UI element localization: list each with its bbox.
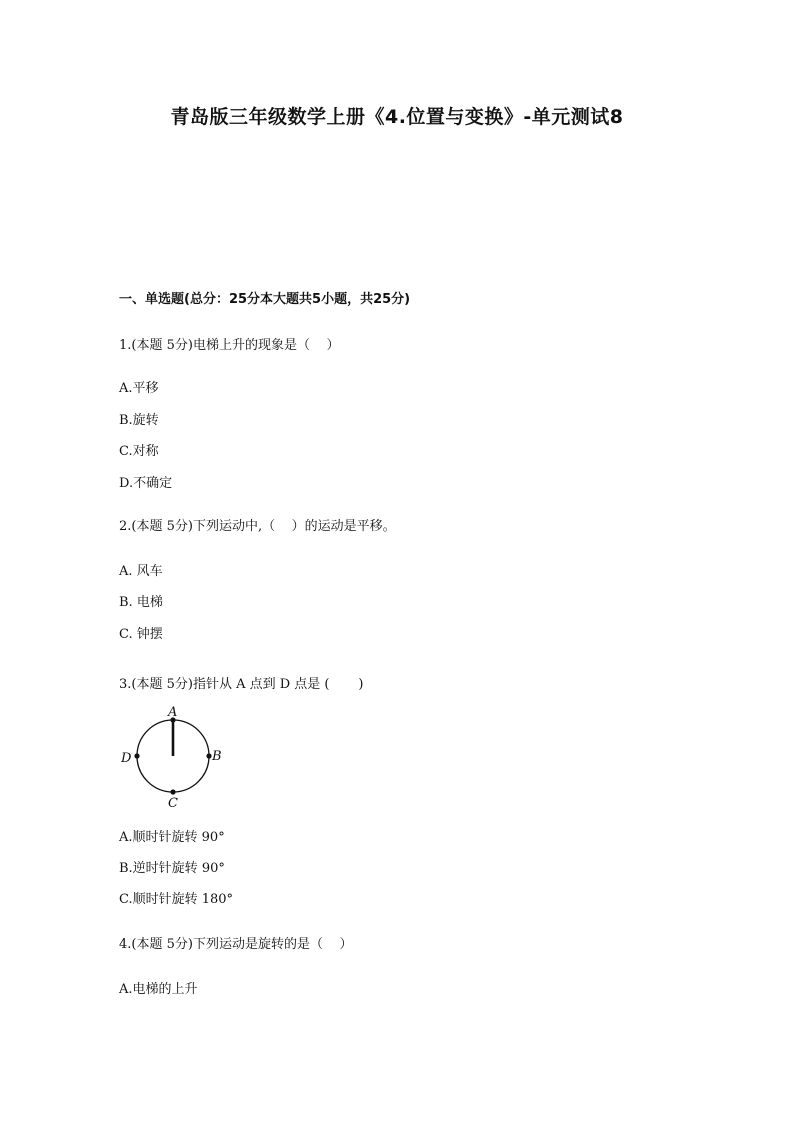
- question-3-option-b: B.逆时针旋转 90°: [119, 861, 225, 876]
- point-d-label: D: [121, 751, 132, 766]
- question-2-stem: 2.(本题 5分)下列运动中,（ ）的运动是平移。: [119, 519, 396, 534]
- question-4-stem: 4.(本题 5分)下列运动是旋转的是（ ）: [119, 937, 353, 952]
- point-c-label: C: [168, 796, 178, 811]
- question-2-option-b: B. 电梯: [119, 595, 163, 610]
- section-heading: 一、单选题(总分：25分本大题共5小题，共25分): [119, 292, 411, 307]
- question-3-option-a: A.顺时针旋转 90°: [119, 830, 225, 845]
- point-c-dot: [170, 789, 175, 794]
- question-4-option-a: A.电梯的上升: [119, 982, 198, 997]
- question-1-option-c: C.对称: [119, 444, 159, 459]
- question-3-stem: 3.(本题 5分)指针从 A 点到 D 点是 ( ): [119, 677, 364, 692]
- point-d-dot: [134, 753, 139, 758]
- point-b-dot: [206, 753, 211, 758]
- page-title: 青岛版三年级数学上册《4.位置与变换》-单元测试8: [170, 106, 624, 128]
- point-b-label: B: [212, 749, 222, 764]
- question-1-option-a: A.平移: [119, 381, 159, 396]
- question-1-option-b: B.旋转: [119, 413, 159, 428]
- question-1-stem: 1.(本题 5分)电梯上升的现象是（ ）: [119, 338, 340, 353]
- point-a-label: A: [168, 705, 178, 720]
- question-2-option-c: C. 钟摆: [119, 627, 163, 642]
- clock-dial-figure: [116, 704, 226, 812]
- question-2-option-a: A. 风车: [119, 564, 163, 579]
- question-3-option-c: C.顺时针旋转 180°: [119, 892, 234, 907]
- question-1-option-d: D.不确定: [119, 476, 173, 491]
